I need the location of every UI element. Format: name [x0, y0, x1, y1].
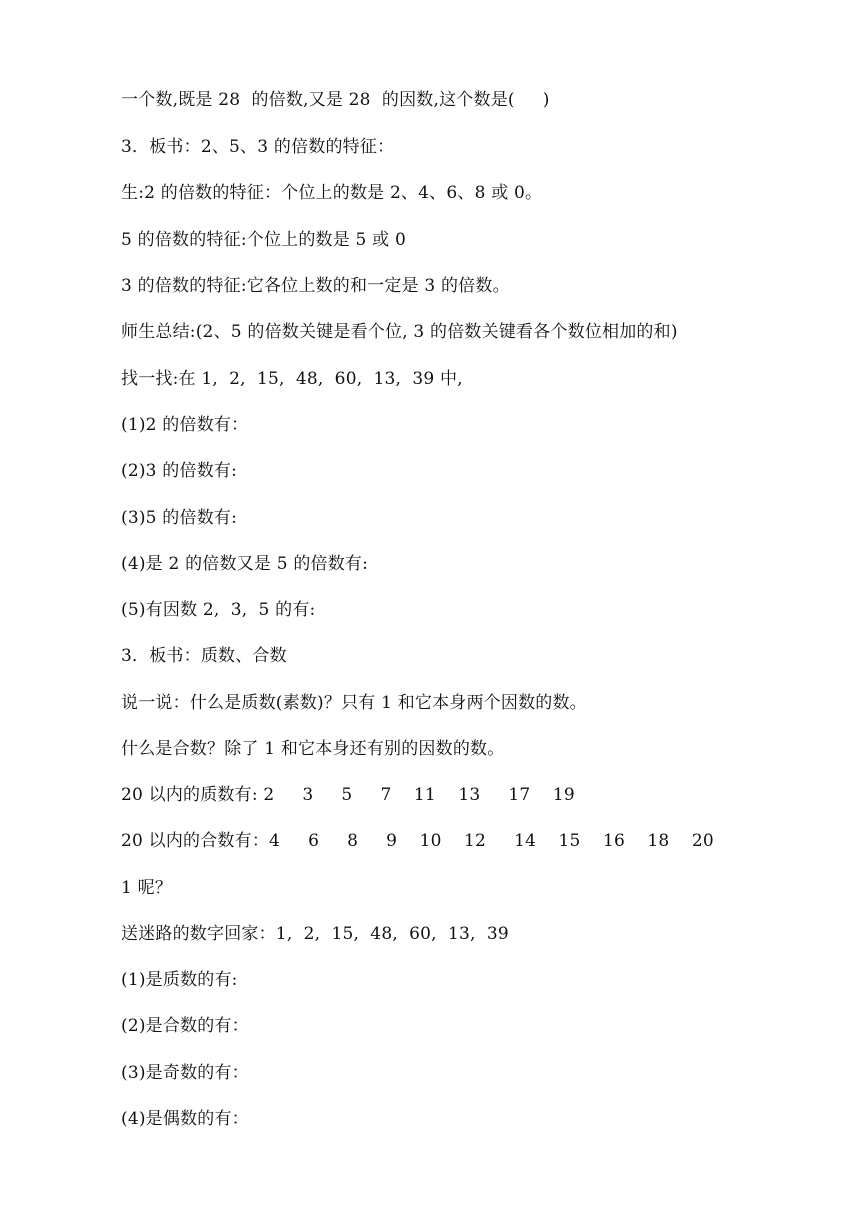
exercise-item: (3)5 的倍数有: — [121, 508, 238, 528]
exercise-item: (1)是质数的有: — [121, 970, 238, 990]
text-line: 什么是合数？除了 1 和它本身还有别的因数的数。 — [121, 739, 505, 759]
exercise-item: (1)2 的倍数有： — [121, 415, 249, 435]
exercise-intro: 送迷路的数字回家：1, 2, 15, 48, 60, 13, 39 — [121, 924, 509, 944]
exercise-item: (2)是合数的有： — [121, 1016, 249, 1036]
heading-multiples-features: 3．板书：2、5、3 的倍数的特征： — [121, 137, 395, 157]
exercise-intro: 找一找:在 1, 2, 15, 48, 60, 13, 39 中, — [121, 369, 463, 389]
text-line: 1 呢？ — [121, 878, 173, 898]
heading-prime-composite: 3．板书：质数、合数 — [121, 646, 287, 666]
text-line: 5 的倍数的特征:个位上的数是 5 或 0 — [121, 230, 406, 250]
summary-line: 师生总结:(2、5 的倍数关键是看个位, 3 的倍数关键看各个数位相加的和) — [121, 322, 678, 342]
composites-list: 20 以内的合数有：4 6 8 9 10 12 14 15 16 18 20 — [121, 831, 714, 851]
text-line: 说一说：什么是质数(素数)？只有 1 和它本身两个因数的数。 — [121, 693, 587, 713]
primes-list: 20 以内的质数有: 2 3 5 7 11 13 17 19 — [121, 785, 575, 805]
exercise-item: (4)是 2 的倍数又是 5 的倍数有: — [121, 554, 369, 574]
exercise-item: (4)是偶数的有： — [121, 1109, 249, 1129]
text-line: 3 的倍数的特征:它各位上数的和一定是 3 的倍数。 — [121, 276, 510, 296]
question-line: 一个数,既是 28 的倍数,又是 28 的因数,这个数是( ) — [121, 90, 550, 110]
exercise-item: (2)3 的倍数有: — [121, 461, 238, 481]
exercise-item: (3)是奇数的有： — [121, 1063, 249, 1083]
text-line: 生:2 的倍数的特征：个位上的数是 2、4、6、8 或 0。 — [121, 183, 543, 203]
exercise-item: (5)有因数 2, 3, 5 的有: — [121, 600, 316, 620]
